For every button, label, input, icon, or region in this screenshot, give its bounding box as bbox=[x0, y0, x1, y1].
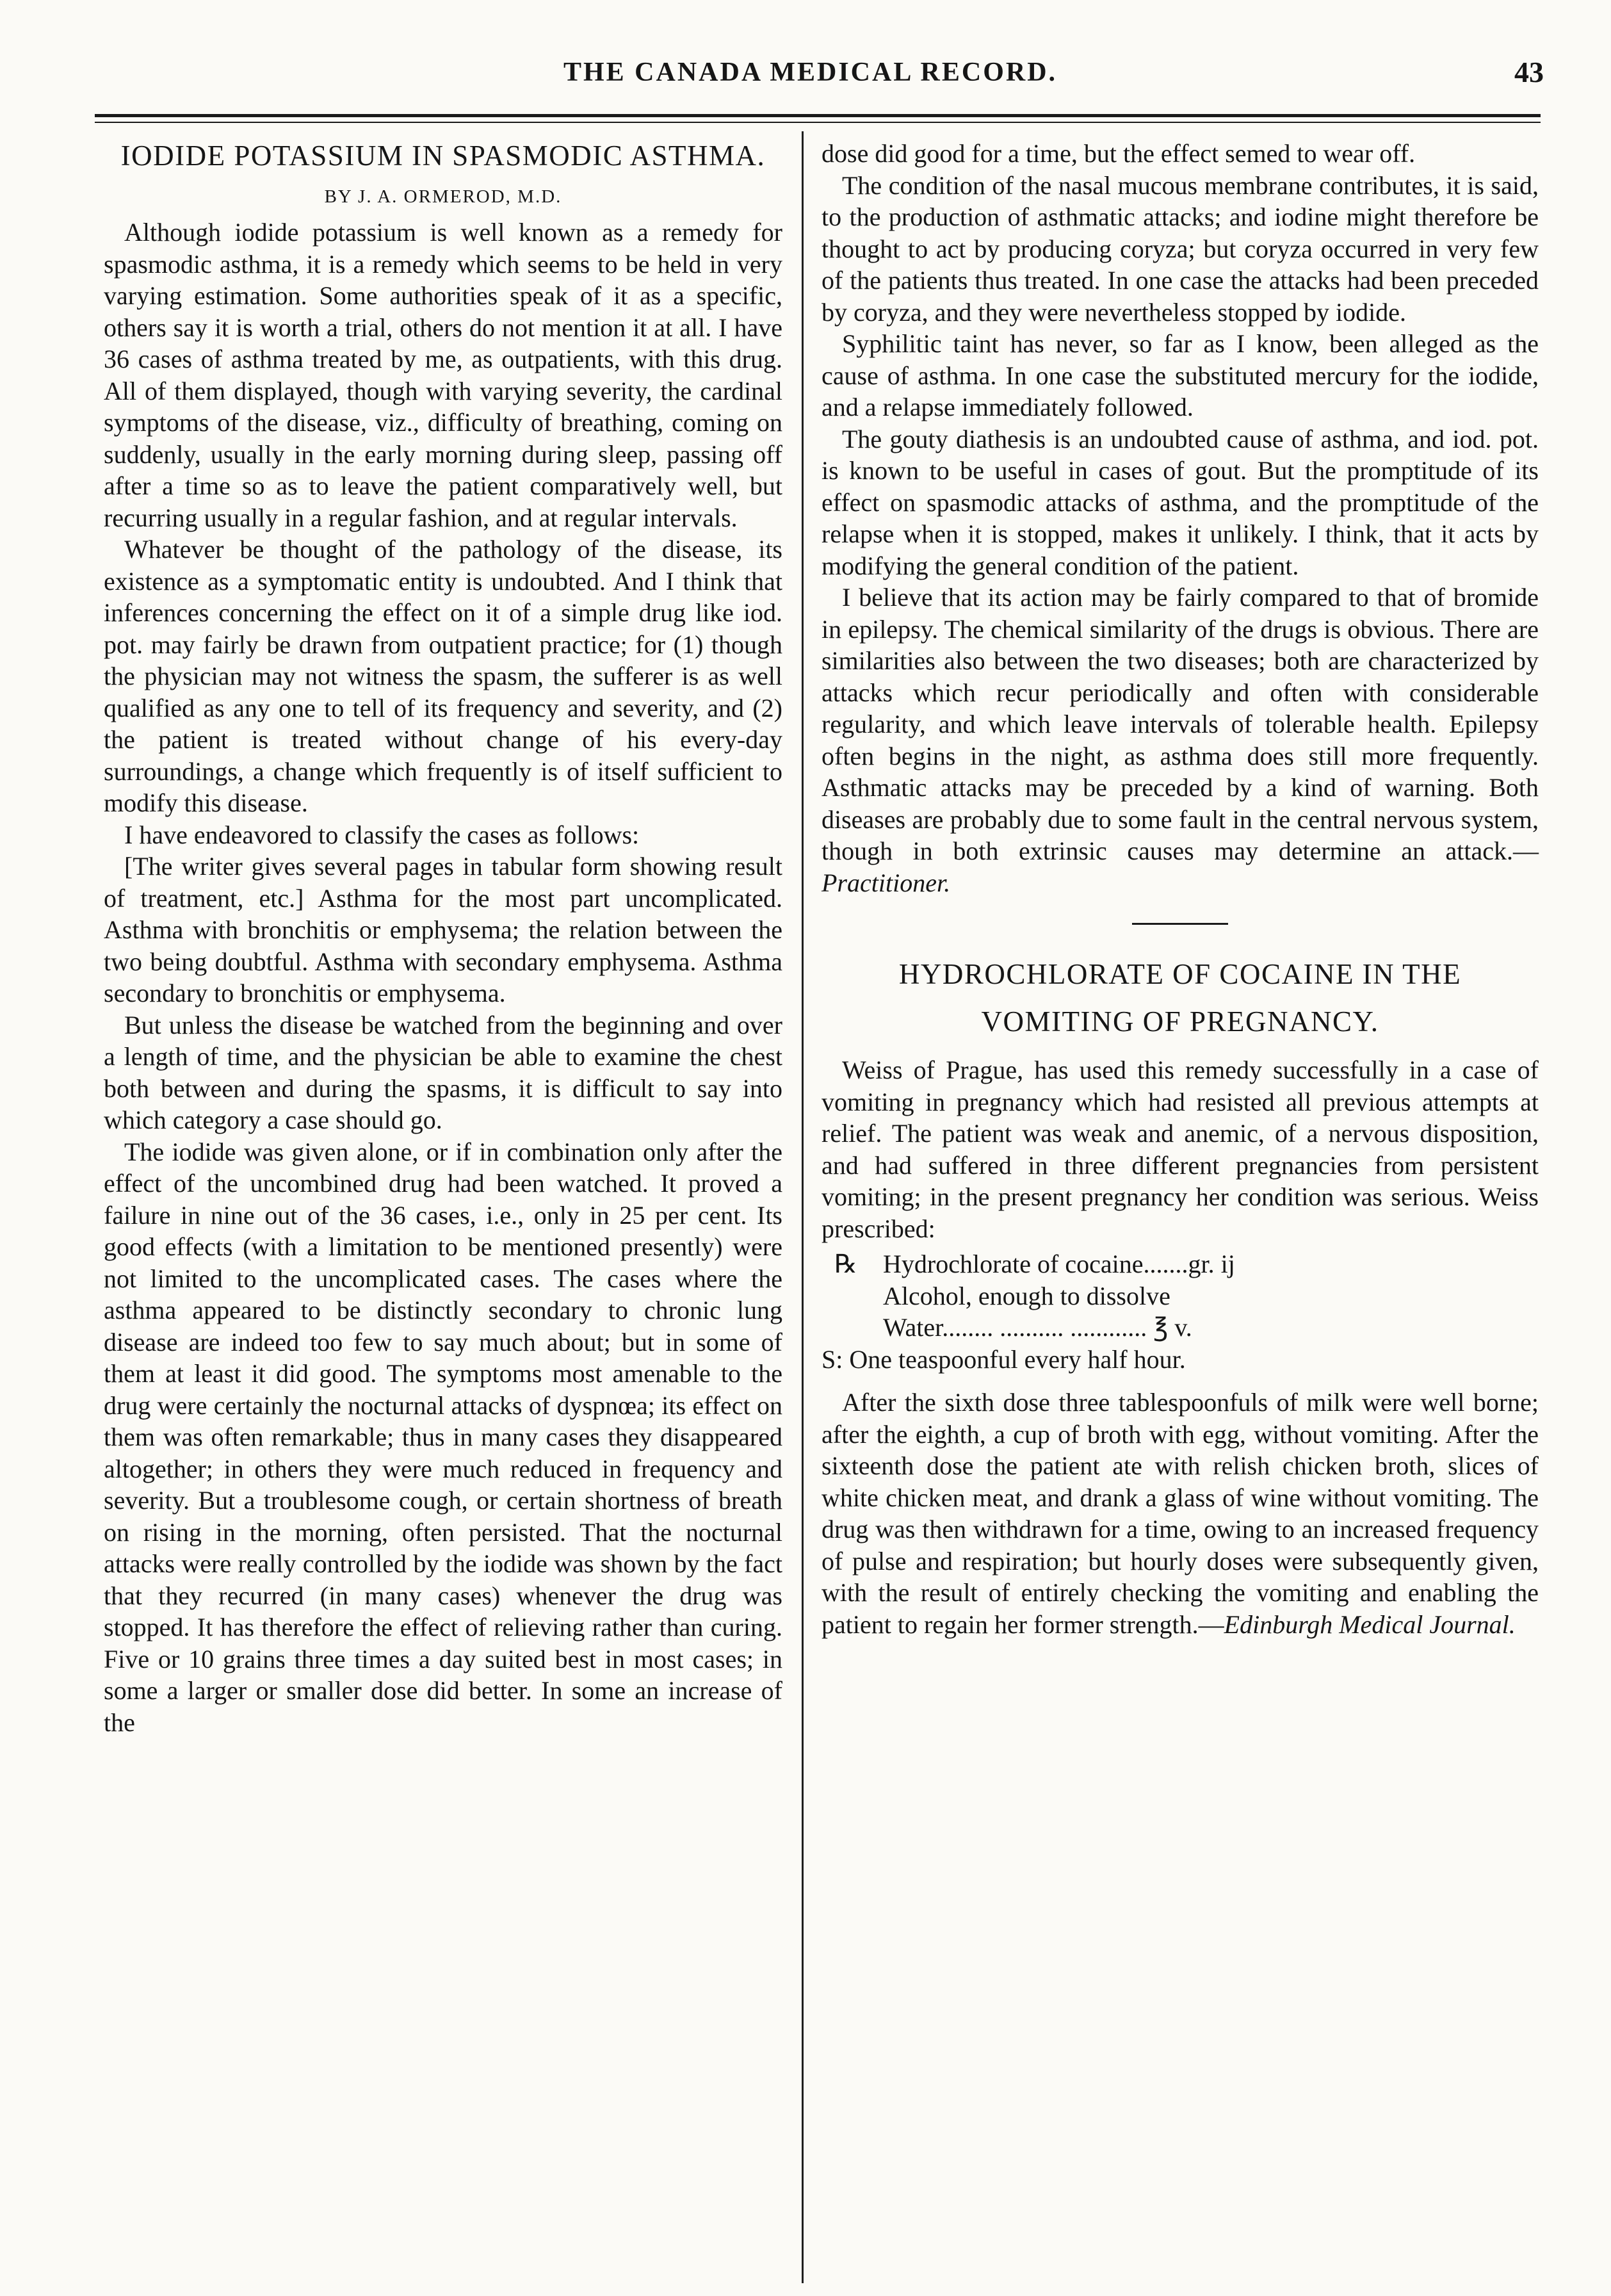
prescription-line: Hydrochlorate of cocaine.......gr. ij bbox=[883, 1250, 1235, 1278]
prescription-line: Alcohol, enough to dissolve bbox=[883, 1281, 1170, 1310]
journal-title: THE CANADA MEDICAL RECORD. bbox=[563, 58, 1058, 87]
paragraph: The condition of the nasal mucous membrane contributes, it is said, to the production of asthmatic attacks; and iodine might therefore be thought to act by producing coryza; but coryza occurred in very few of the patients thus treated. In one case the attacks had been preceded by coryza, and they were nevertheless stopped by iodide. bbox=[822, 170, 1539, 327]
paragraph: But unless the disease be watched from the beginning and over a length of time, and the physician be able to examine the chest both between and during the spasms, it is difficult to say into which category a case should go. bbox=[104, 1010, 782, 1134]
paragraph bbox=[822, 1387, 1539, 1640]
article-title-line: HYDROCHLORATE OF COCAINE IN THE bbox=[898, 958, 1462, 990]
paragraph: Although iodide potassium is well known as a remedy for spasmodic asthma, it is a remedy which seems to be held in very varying estimation. Some authorities speak of it as a specific, others say it is worth a trial, others do not mention it at all. I have 36 cases of asthma treated by me, as outpatients, with this drug. All of them displayed, though with varying severity, the cardinal symptoms of the disease, viz., difficulty of breathing, coming on suddenly, usually in the early morning during sleep, passing off after a time so as to leave the patient comparatively well, but recurring usually in a regular fashion, and at regular intervals. bbox=[104, 218, 782, 532]
article-byline: BY J. A. ORMEROD, M.D. bbox=[324, 186, 562, 207]
recipe-symbol: ℞ bbox=[834, 1250, 857, 1278]
paragraph: Whatever be thought of the pathology of the disease, its existence as a symptomatic entity is undoubted. And I think that inferences concerning the effect on it of a simple drug like iod. pot. may fairly be drawn from outpatient practice; for (1) though the physician may not witness the spasm, the sufferer is as well qualified as any one to tell of its frequency and severity, and (2) the patient is treated without change of his every-day surroundings, a change which frequently is of itself sufficient to modify this disease. bbox=[104, 535, 782, 817]
left-column bbox=[104, 138, 782, 1738]
paragraph bbox=[822, 582, 1539, 899]
prescription-block bbox=[822, 1248, 1539, 1344]
prescription-signa: S: One teaspoonful every half hour. bbox=[822, 1344, 1186, 1374]
article-title-cocaine bbox=[822, 950, 1539, 1045]
article-source-citation: Edinburgh Medical Journal. bbox=[1224, 1609, 1516, 1639]
paragraph: Weiss of Prague, has used this remedy successfully in a case of vomiting in pregnancy which had resisted all previous attempts at relief. The patient was weak and anemic, of a nervous disposition, and had suffered in three different pregnancies from persistent vomiting; in the present pregnancy her condition was serious. Weiss prescribed: bbox=[822, 1055, 1539, 1243]
article-title-line: VOMITING OF PREGNANCY. bbox=[981, 1006, 1379, 1038]
paragraph: The iodide was given alone, or if in combination only after the effect of the uncombined drug had been watched. It proved a failure in nine out of the 36 cases, i.e., only in 25 per cent. Its good effects (with a limitation to be mentioned presently) were not limited to the uncomplicated cases. The cases where the asthma appeared to be distinctly secondary to chronic lung disease are indeed too few to say much about; but in some of them at least it did good. The symptoms most amenable to the drug were certainly the nocturnal attacks of dyspnœa; its effect on them was often remarkable; thus in many cases they disappeared altogether; in others they were much reduced in frequency and severity. But a troublesome cough, or certain shortness of breath on rising in the morning, often persisted. That the nocturnal attacks were really controlled by the iodide was shown by the fact that they recurred (in many cases) whenever the drug was stopped. It has therefore the effect of relieving rather than curing. Five or 10 grains three times a day suited best in most cases; in some a larger or smaller dose did better. In some an increase of the bbox=[104, 1137, 782, 1737]
prescription-row bbox=[822, 1312, 1539, 1344]
prescription-row bbox=[822, 1248, 1539, 1280]
paragraph: Syphilitic taint has never, so far as I know, been alleged as the cause of asthma. In one case the substituted mercury for the iodide, and a relapse immediately followed. bbox=[822, 329, 1539, 421]
article-source-citation: Practitioner. bbox=[822, 868, 951, 897]
right-column bbox=[822, 138, 1539, 1640]
running-head bbox=[77, 50, 1544, 95]
prescription-line: Water........ .......... ............ ℥ v. bbox=[883, 1313, 1192, 1342]
section-separator bbox=[1132, 923, 1228, 925]
header-rule-thick bbox=[95, 114, 1541, 117]
paragraph-text: After the sixth dose three tablespoonfuls of milk were well borne; after the eighth, a cup of broth with egg, without vomiting. After the sixteenth dose the patient ate with relish chicken broth, slices of white chicken meat, and drank a glass of wine without vomiting. The drug was then withdrawn for a time, owing to an increased frequency of pulse and respiration; but hourly doses were subsequently given, with the result of entirely checking the vomiting and enabling the patient to regain her former strength.— bbox=[822, 1388, 1539, 1639]
column-divider bbox=[802, 131, 804, 2283]
paragraph: I have endeavored to classify the cases as follows: bbox=[124, 820, 640, 849]
paragraph-continued: dose did good for a time, but the effect semed to wear off. bbox=[822, 139, 1416, 168]
paragraph: [The writer gives several pages in tabular form showing result of treatment, etc.] Asthma for the most part uncomplicated. Asthma with bronchitis or emphysema; the relation between the two being doubtful. Asthma with secondary emphysema. Asthma secondary to bronchitis or emphysema. bbox=[104, 852, 782, 1007]
paragraph: The gouty diathesis is an undoubted cause of asthma, and iod. pot. is known to be useful in cases of gout. But the promptitude of its effect on spasmodic attacks of asthma, and the promptitude of the relapse when it is stopped, makes it unlikely. I think, that it acts by modifying the general condition of the patient. bbox=[822, 424, 1539, 580]
article-title-iodide: IODIDE POTASSIUM IN SPASMODIC ASTHMA. bbox=[120, 140, 766, 172]
paragraph-text: I believe that its action may be fairly compared to that of bromide in epilepsy. The chemical similarity of the drugs is obvious. There are similarities also between the two diseases; both are characterized by attacks which recur periodically and often with considerable regularity, and which leave intervals of tolerable health. Epilepsy often begins in the night, as asthma does still more frequently. Asthmatic attacks may be preceded by a kind of warning. Both diseases are probably due to some fault in the central nervous system, though in both extrinsic causes may determine an attack.— bbox=[822, 583, 1539, 865]
prescription-row bbox=[822, 1280, 1539, 1312]
page-number: 43 bbox=[1514, 56, 1544, 88]
header-rule-thin bbox=[95, 122, 1541, 123]
